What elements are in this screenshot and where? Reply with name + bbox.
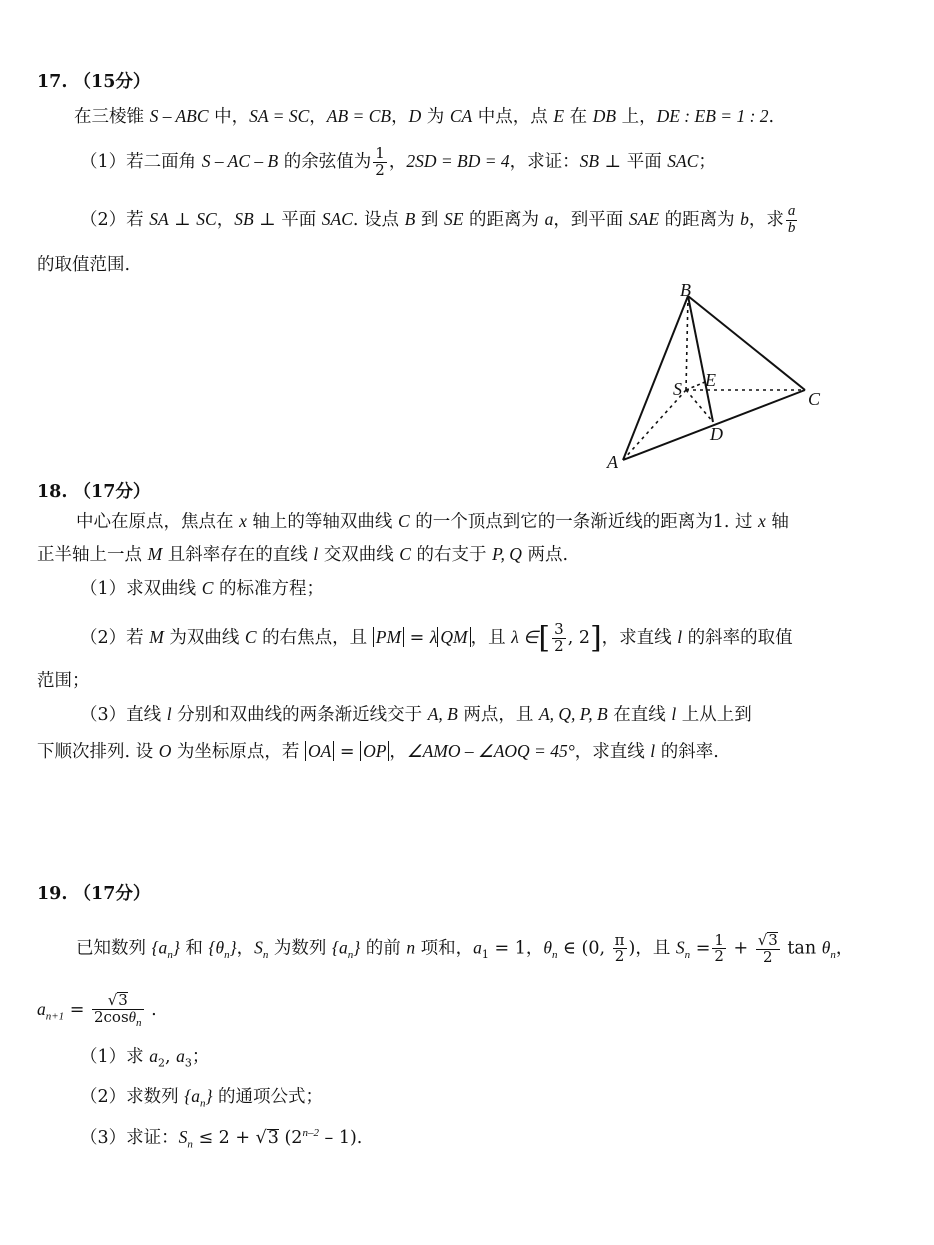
edge-se-hidden bbox=[686, 382, 705, 390]
q18-stem-line2: 正半轴上一点 M 且斜率存在的直线 l 交双曲线 C 的右支于 P, Q 两点. bbox=[37, 544, 569, 565]
fraction-a-over-b: $\frac{a}{b}$ bbox=[787, 203, 796, 236]
edge-bd bbox=[688, 296, 713, 422]
fraction-pi-over-two: $\frac{\pi}{2}$ bbox=[614, 930, 625, 966]
q17-stem: 在三棱锥 S – ABC 中，SA = SC，AB = CB，D 为 CA 中点，点 E 在 DB 上，DE : EB = 1 : 2. bbox=[74, 106, 775, 127]
q17-part2: （2）若 SA ⊥ SC，SB ⊥ 平面 SAC. 设点 B 到 SE 的距离为 a，到平面 SAE 的距离为 b，求 $\frac{a}{b}$ bbox=[80, 203, 796, 236]
edge-sa-hidden bbox=[623, 390, 686, 460]
q17-part1: （1）若二面角 S – AC – B 的余弦值为 $\frac{1}{2}$ ，2SD = BD = 4，求证：SB ⊥ 平面 SAC； bbox=[80, 144, 716, 179]
label-a: A bbox=[607, 452, 618, 468]
fraction-root3-over-two: $\frac{√3}{2}$ bbox=[757, 931, 778, 966]
q18-heading: 18. （17分） bbox=[37, 482, 151, 502]
q17-heading: 17. （15分） bbox=[37, 72, 151, 92]
q18-part3-continued: 下顺次排列. 设 O 为坐标原点，若 OA = OP ，∠AMO – ∠AOQ = 45°，求直线 l 的斜率. bbox=[37, 741, 719, 762]
q19-heading: 19. （17分） bbox=[37, 884, 151, 904]
label-d: D bbox=[710, 424, 723, 444]
q18-part1: （1）求双曲线 C 的标准方程； bbox=[80, 578, 324, 599]
label-b: B bbox=[680, 280, 691, 300]
edge-bs-hidden bbox=[686, 296, 688, 390]
q18-part2-continued: 范围； bbox=[37, 671, 90, 691]
fraction-one-half-b: $\frac{1}{2}$ bbox=[714, 930, 724, 966]
q18-part3: （3）直线 l 分别和双曲线的两条渐近线交于 A, B 两点，且 A, Q, P, B 在直线 l 上从上到 bbox=[80, 704, 752, 725]
label-c: C bbox=[808, 389, 821, 409]
fraction-root3-over-2cos: $\frac{√3}{2\cos\theta_n}$ bbox=[93, 991, 142, 1029]
q19-stem-line1: 已知数列 $\{a_n\}$ 和 $\{\theta_n\}$，$S_n$ 为数列 $\{a_n\}$ 的前 n 项和，$a_1 = 1$，$\theta_n$ ∈ (0, $\frac{\pi}{2}$ )，且 $S_n$ = $\frac{1}{2}$ + $\frac{√3}{2}$ $\tan \theta_n$， bbox=[76, 930, 854, 966]
q18-part2: （2）若 M 为双曲线 C 的右焦点，且 PM = λ QM ，且 λ ∈[ $\frac{3}{2}$ , 2]，求直线 l 的斜率的取值 bbox=[80, 620, 793, 656]
q19-stem-line2: $a_{n+1}$ = $\frac{√3}{2\cos\theta_n}$ . bbox=[37, 991, 157, 1029]
label-e: E bbox=[705, 370, 716, 390]
tetrahedron-figure bbox=[595, 278, 835, 468]
label-s: S bbox=[673, 379, 682, 399]
q19-part3: （3）求证：$S_n \le 2 + √3$ (2$^{n-2}$ – 1). bbox=[80, 1126, 363, 1151]
q19-part2: （2）求数列 $\{a_n\}$ 的通项公式； bbox=[80, 1086, 324, 1110]
edge-ba bbox=[623, 296, 688, 460]
q19-part1: （1）求 $a_2$, $a_3$； bbox=[80, 1046, 210, 1070]
q18-stem-line1: 中心在原点，焦点在 x 轴上的等轴双曲线 C 的一个顶点到它的一条渐近线的距离为1. 过 x 轴 bbox=[76, 511, 789, 532]
q17-part2-continued: 的取值范围. bbox=[37, 255, 131, 275]
fraction-three-halves: $\frac{3}{2}$ bbox=[554, 620, 564, 655]
fraction-one-half: $\frac{1}{2}$ bbox=[375, 144, 385, 179]
